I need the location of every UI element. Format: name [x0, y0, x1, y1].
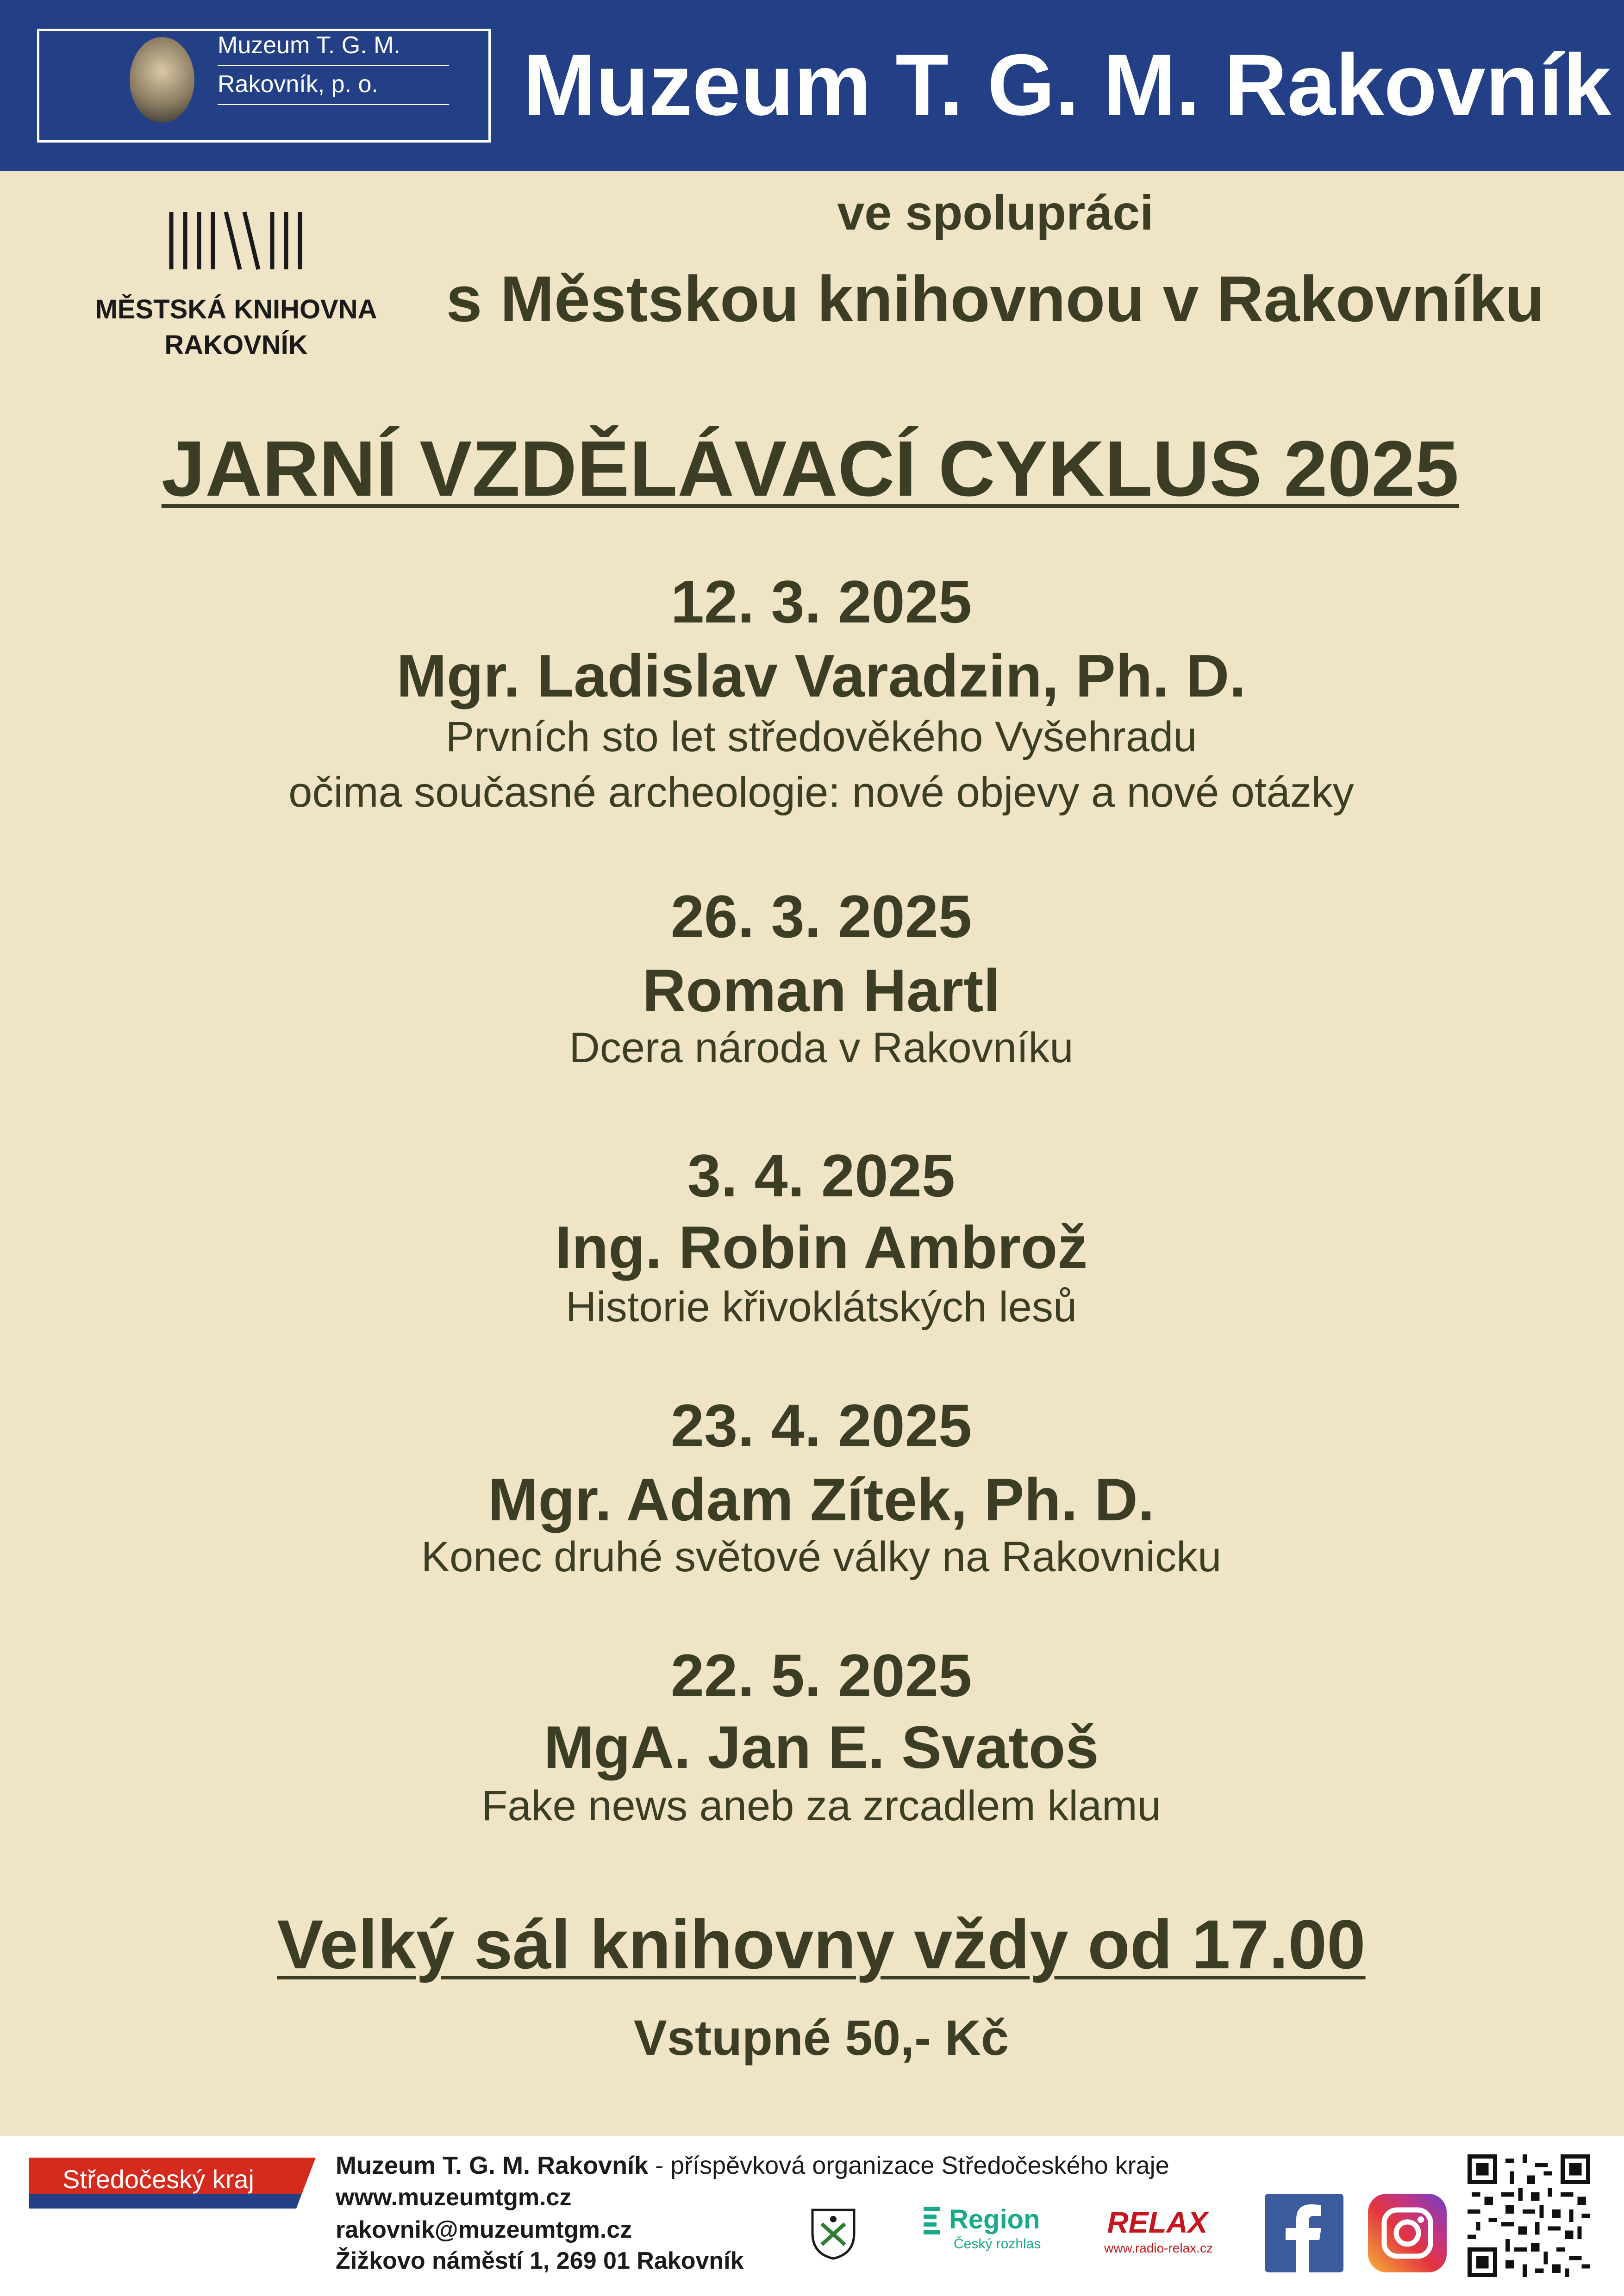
event-topic: Historie křivoklátských lesů [565, 1283, 1077, 1331]
library-bars-icon [167, 208, 306, 273]
footer-org-suffix: - příspěvková organizace Středočeského kraje [648, 2152, 1169, 2179]
kraj-label: Středočeský kraj [62, 2165, 254, 2194]
museum-logo-line2: Rakovník, p. o. [218, 71, 378, 98]
event-topic: Dcera národa v Rakovníku [569, 1024, 1074, 1071]
event-topic: Prvních sto let středověkého Vyšehradu [445, 713, 1197, 760]
event-speaker: Ing. Robin Ambrož [555, 1213, 1088, 1281]
instagram-icon[interactable] [1368, 2194, 1447, 2272]
masaryk-portrait-icon [130, 37, 194, 123]
relax-radio-logo: RELAX [1107, 2206, 1208, 2239]
footer-website-link[interactable]: www.muzeumtgm.cz [336, 2184, 572, 2211]
event-date: 3. 4. 2025 [687, 1142, 956, 1209]
library-logo-line1: MĚSTSKÁ KNIHOVNA [95, 294, 377, 324]
facebook-icon[interactable] [1265, 2194, 1343, 2272]
entry-fee: Vstupné 50,- Kč [633, 2010, 1009, 2066]
event-speaker: Mgr. Ladislav Varadzin, Ph. D. [396, 642, 1246, 709]
event-topic: Konec druhé světové války na Rakovnicku [421, 1533, 1222, 1580]
relax-radio-url[interactable]: www.radio-relax.cz [1104, 2241, 1213, 2255]
qr-code-icon[interactable] [1468, 2154, 1590, 2277]
town-emblem-icon [808, 2201, 859, 2261]
venue-line: Velký sál knihovny vždy od 17.00 [277, 1905, 1366, 1983]
footer-org-line [336, 2151, 1169, 2180]
event-speaker: Mgr. Adam Zítek, Ph. D. [488, 1466, 1155, 1533]
footer-org-name: Muzeum T. G. M. Rakovník [336, 2152, 649, 2179]
event-date: 23. 4. 2025 [670, 1392, 972, 1459]
event-speaker: MgA. Jan E. Svatoš [543, 1713, 1099, 1781]
event-date: 22. 5. 2025 [670, 1642, 972, 1709]
region-logo-label: Region [949, 2204, 1040, 2234]
event-date: 26. 3. 2025 [670, 883, 972, 950]
event-date: 12. 3. 2025 [670, 568, 972, 635]
cesky-rozhlas-icon [924, 2207, 940, 2234]
logo-rule [218, 65, 449, 66]
library-logo-line2: RAKOVNÍK [164, 330, 308, 360]
logo-rule [218, 104, 449, 105]
event-topic: Fake news aneb za zrcadlem klamu [481, 1782, 1161, 1829]
footer-email-link[interactable]: rakovnik@muzeumtgm.cz [336, 2216, 632, 2243]
event-topic: očima současné archeologie: nové objevy a nové otázky [288, 769, 1354, 816]
cycle-title: JARNÍ VZDĚLÁVACÍ CYKLUS 2025 [161, 425, 1459, 513]
event-speaker: Roman Hartl [642, 957, 1000, 1024]
cooperation-line2: s Městskou knihovnou v Rakovníku [446, 262, 1545, 335]
region-logo-sub: Český rozhlas [954, 2236, 1041, 2252]
page-title: Muzeum T. G. M. Rakovník [523, 36, 1612, 133]
cooperation-line1: ve spolupráci [837, 186, 1154, 240]
footer-address: Žižkovo náměstí 1, 269 01 Rakovník [336, 2247, 744, 2274]
museum-logo-line1: Muzeum T. G. M. [218, 32, 400, 59]
